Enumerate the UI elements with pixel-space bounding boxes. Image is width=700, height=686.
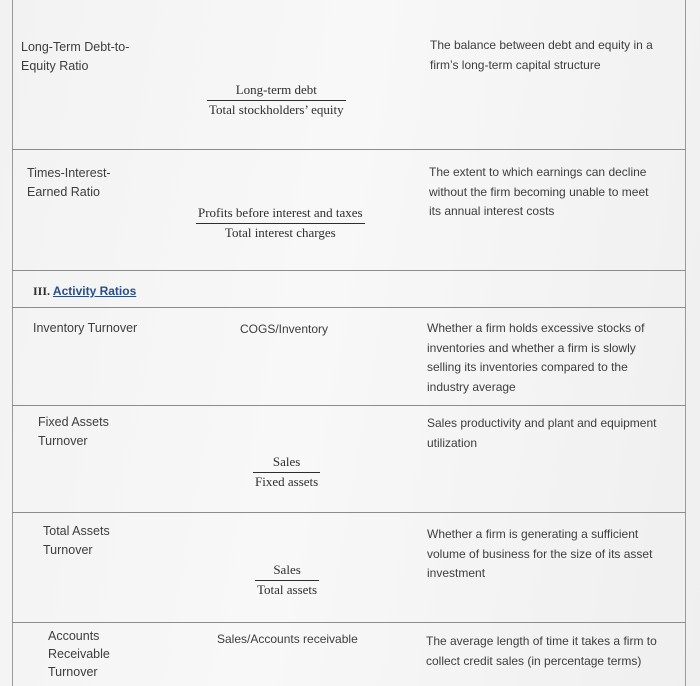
ratio-name-long-term-debt-to-equity: Long-Term Debt-to- Equity Ratio	[21, 40, 130, 73]
formula-accounts-receivable-turnover: Sales/Accounts receivable	[217, 632, 358, 646]
ratio-name-total-assets-turnover: Total Assets Turnover	[43, 524, 110, 557]
row-divider	[12, 405, 686, 406]
row-divider	[12, 149, 686, 150]
table-right-border	[685, 0, 686, 686]
row-divider	[12, 622, 686, 623]
formula-total-assets-turnover	[255, 562, 319, 598]
formula-denominator: Fixed assets	[255, 474, 319, 489]
section-heading-activity-ratios	[33, 284, 136, 299]
formula-numerator: Long-term debt	[235, 82, 317, 97]
description-total-assets-turnover: Whether a firm is generating a sufficient volume of business for the size of its asset investment	[427, 527, 653, 580]
description-accounts-receivable-turnover: The average length of time it takes a firm to collect credit sales (in percentage terms)	[426, 634, 657, 668]
row-divider	[12, 307, 686, 308]
description-fixed-assets-turnover: Sales productivity and plant and equipment utilization	[427, 416, 657, 450]
description-inventory-turnover: Whether a firm holds excessive stocks of inventories and whether a firm is slowly selling its inventories compared to the industry average	[427, 321, 645, 394]
ratio-name-times-interest-earned: Times-Interest- Earned Ratio	[27, 166, 111, 199]
formula-numerator: Sales	[272, 454, 301, 469]
formula-times-interest-earned	[196, 205, 365, 241]
ratio-name-accounts-receivable-turnover: Accounts Receivable Turnover	[48, 629, 110, 679]
description-long-term-debt-to-equity: The balance between debt and equity in a firm’s long-term capital structure	[430, 38, 653, 72]
formula-fixed-assets-turnover	[253, 454, 320, 490]
formula-inventory-turnover: COGS/Inventory	[240, 322, 329, 336]
table-left-border	[12, 0, 13, 686]
section-number: III.	[33, 284, 51, 298]
formula-denominator: Total interest charges	[224, 225, 336, 240]
formula-numerator: Profits before interest and taxes	[198, 205, 363, 220]
formula-denominator: Total assets	[257, 582, 318, 597]
ratio-name-fixed-assets-turnover: Fixed Assets Turnover	[38, 415, 109, 448]
description-times-interest-earned: The extent to which earnings can decline without the firm becoming unable to meet its annual interest costs	[429, 165, 649, 218]
formula-long-term-debt-to-equity	[207, 82, 346, 118]
formula-numerator: Sales	[273, 562, 301, 577]
section-title: Activity Ratios	[52, 284, 137, 298]
row-divider	[12, 270, 686, 271]
row-divider	[12, 512, 686, 513]
ratio-name-inventory-turnover: Inventory Turnover	[33, 321, 138, 335]
formula-denominator: Total stockholders’ equity	[209, 102, 344, 117]
